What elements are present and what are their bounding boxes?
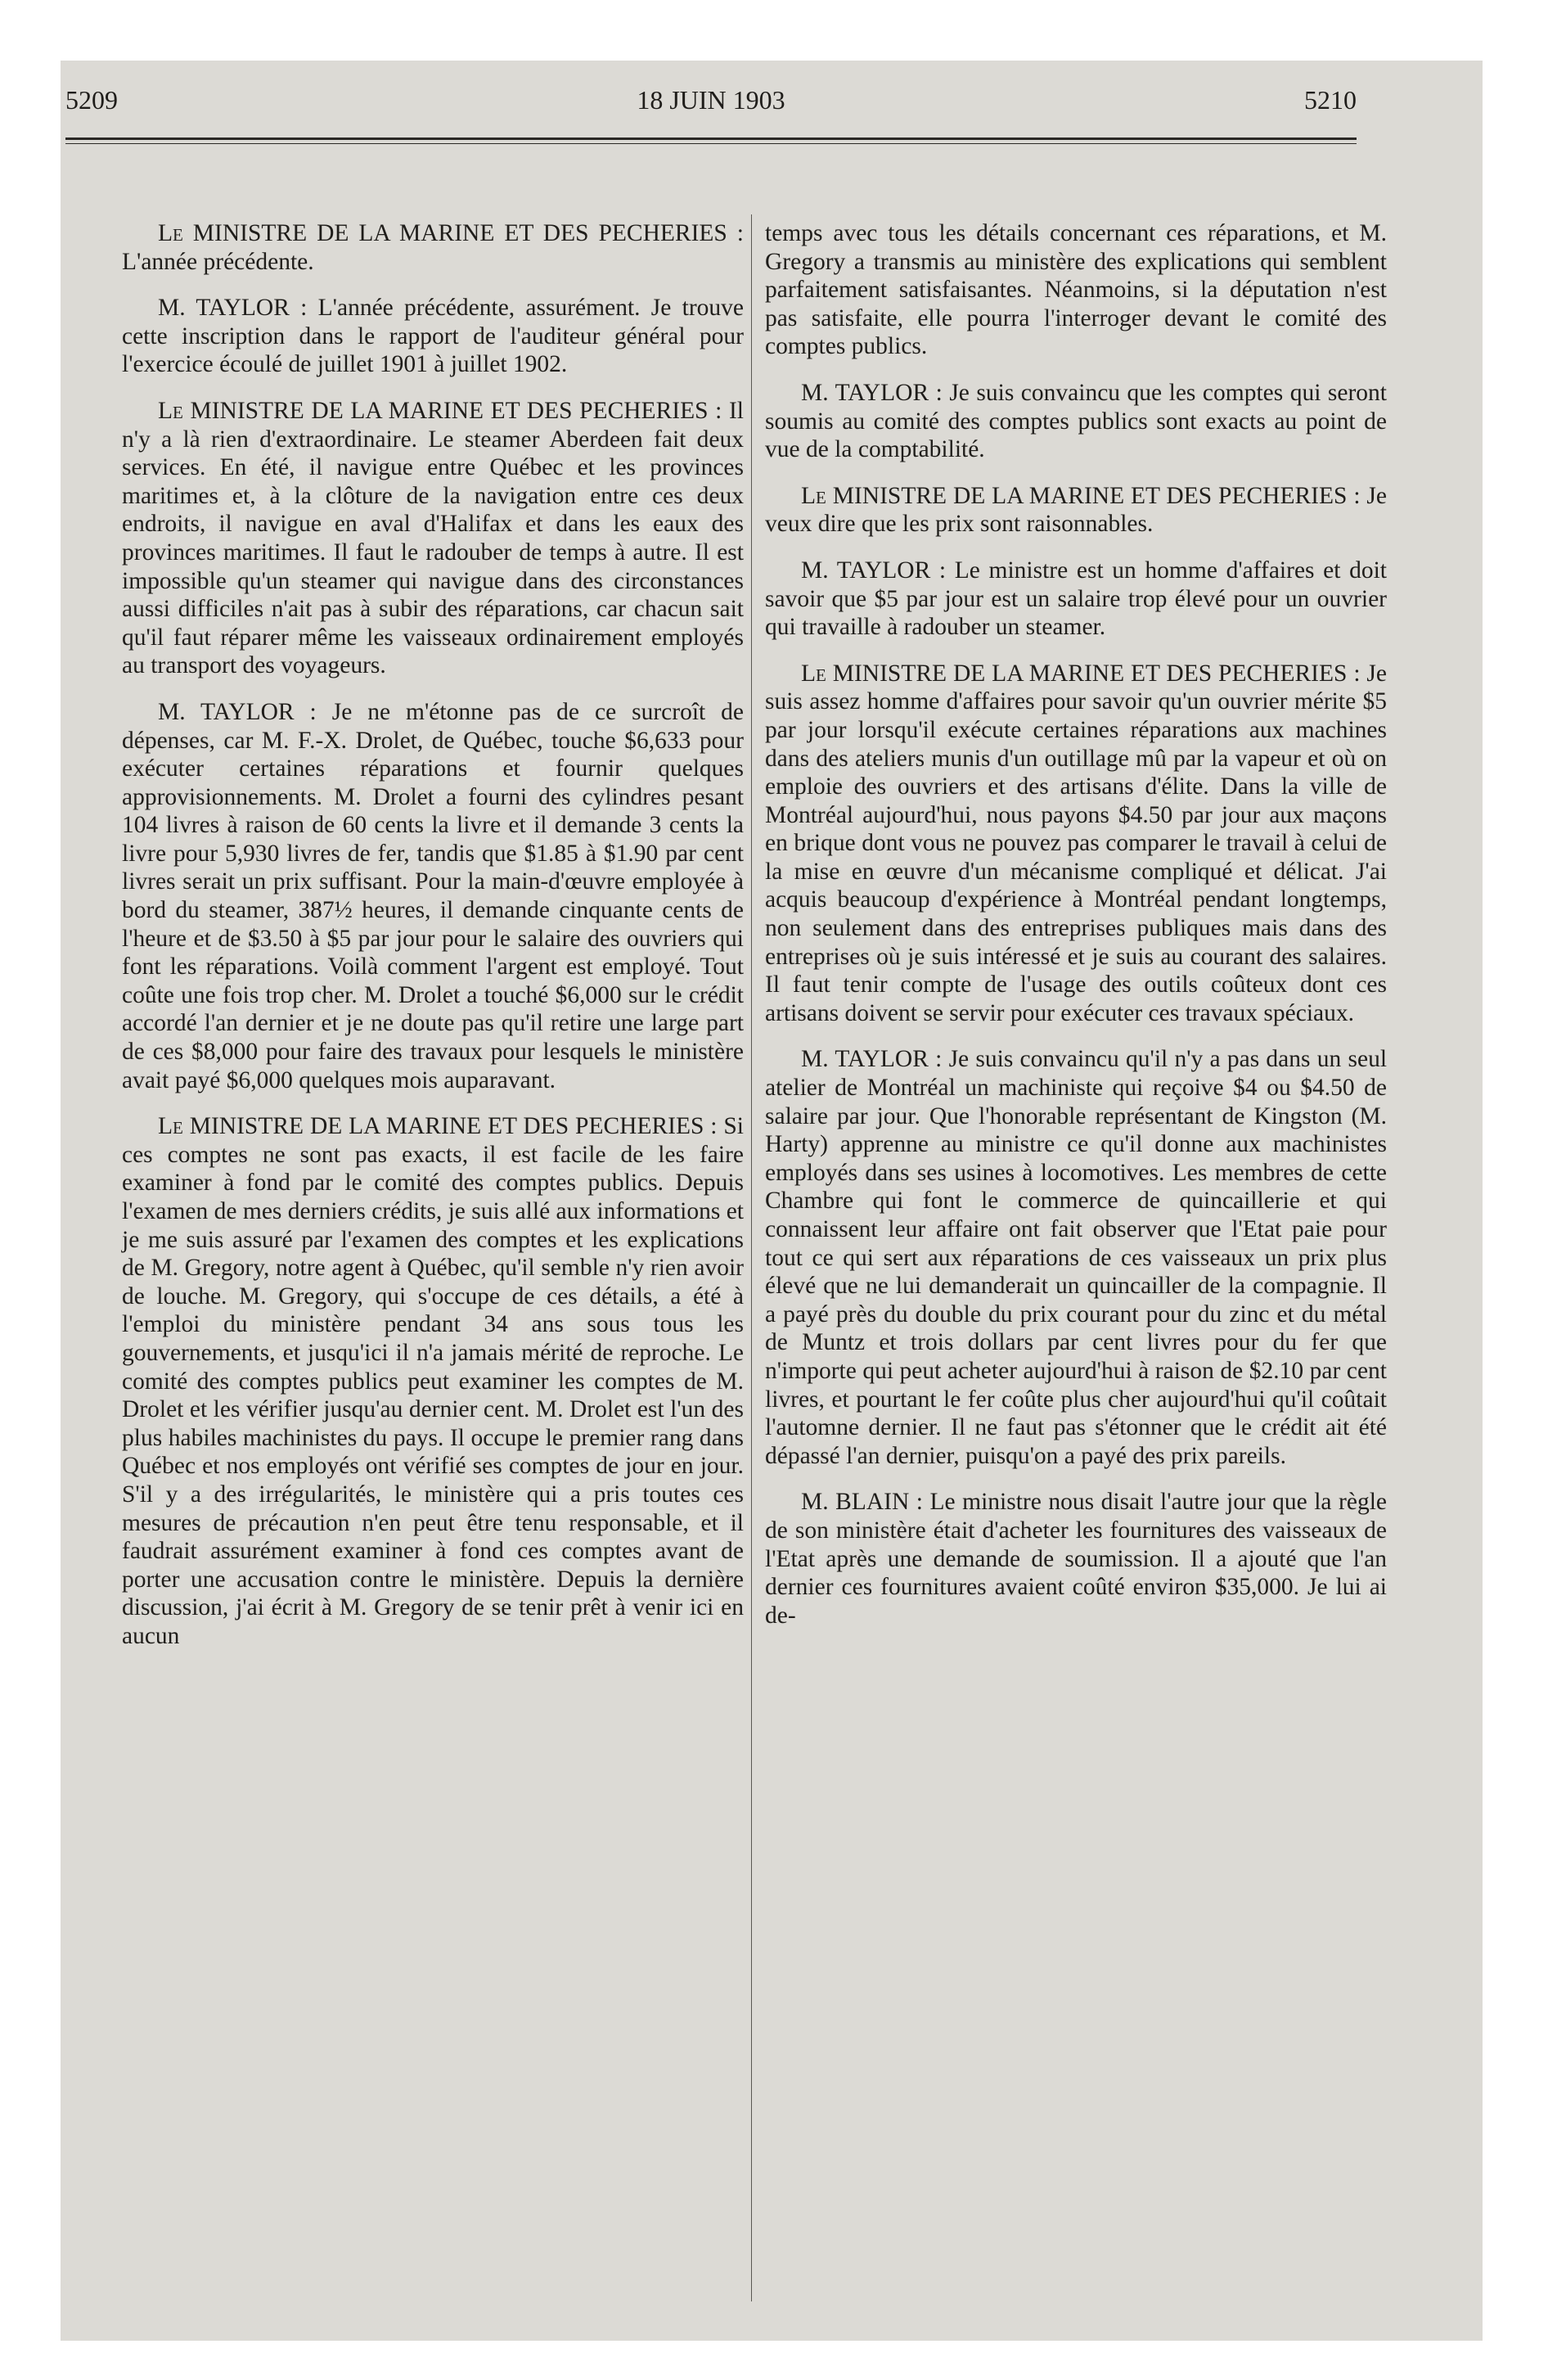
- paragraph: [122, 294, 744, 379]
- speaker-name: M. TAYLOR :: [801, 557, 947, 584]
- paragraph: [765, 660, 1387, 1028]
- paragraph: [765, 379, 1387, 464]
- page-date: 18 JUIN 1903: [637, 85, 785, 115]
- speaker-name: Le MINISTRE DE LA MARINE ET DES PECHERIES :: [158, 220, 744, 246]
- speaker-name: M. TAYLOR :: [801, 1046, 943, 1073]
- speech-text: Si ces comptes ne sont pas exacts, il est facile de les faire examiner à fond par le comité des comptes publics. Depuis l'examen de mes derniers crédits, je suis allé aux informations et je me suis assuré par l'examen des comptes et les explications de M. Gregory, notre agent à Québec, qu'il semble n'y rien avoir de louche. M. Gregory, qui s'occupe de ces détails, a été à l'emploi du ministère pendant 34 ans sous tous les gouvernements, et jusqu'ici il n'a jamais mérité de reproche. Le comité des comptes publics peut examiner les comptes de M. Drolet et les vérifier jusqu'au dernier cent. M. Drolet est l'un des plus habiles machinistes du pays. Il occupe le premier rang dans Québec et nos employés ont vérifié ses comptes de jour en jour. S'il y a des irrégularités, le ministère qui a pris toutes ces mesures de précaution n'en peut être tenu responsable, et il faudrait assurément examiner à fond ces comptes avant de porter une accusation contre le ministère. Depuis la dernière discussion, j'ai écrit à M. Gregory de se tenir prêt à venir ici en aucun: [122, 1113, 744, 1649]
- speech-text: Le ministre nous disait l'autre jour que la règle de son ministère était d'acheter les fournitures des vaisseaux de l'Etat après une demande de soumission. Il a ajouté que l'an dernier ces fournitures avaient coûté environ $35,000. Je lui ai de-: [765, 1489, 1387, 1629]
- speech-text: Je suis convaincu qu'il n'y a pas dans un seul atelier de Montréal un machiniste qui reçoive $4 ou $4.50 de salaire par jour. Que l'honorable représentant de Kingston (M. Harty) apprenne au ministre ce qu'il donne aux machinistes employés dans ses usines à locomotives. Les membres de cette Chambre qui font le commerce de quincaillerie et qui connaissent leur affaire ont fait observer que l'Etat paie pour tout ce qui sert aux réparations de ces vaisseaux un prix plus élevé que ne lui demanderait un quincailler de la compagnie. Il a payé près du double du prix courant pour du zinc et du métal de Muntz et trois dollars par cent livres pour du fer que n'importe qui peut acheter aujourd'hui à raison de $2.10 par cent livres, et pourtant le fer coûte plus cher aujourd'hui qu'il coûtait l'automne dernier. Il ne faut pas s'étonner que le crédit ait été dépassé l'an dernier, puisqu'on a payé des prix pareils.: [765, 1046, 1388, 1469]
- speech-text: Il n'y a là rien d'extraordinaire. Le steamer Aberdeen fait deux services. En été, il navigue entre Québec et les provinces maritimes et, à la clôture de la navigation entre ces deux endroits, il navigue en aval d'Halifax et dans les eaux des provinces maritimes. Il faut le radouber de temps à autre. Il est impossible qu'un steamer qui navigue dans des circonstances aussi difficiles n'ait pas à subir des réparations, car chacun sait qu'il faut réparer même les vaisseaux ordinairement employés au transport des voyageurs.: [122, 397, 745, 679]
- paragraph: [122, 219, 744, 276]
- paragraph: [765, 1488, 1387, 1629]
- header-rule-thin: [65, 143, 1357, 144]
- speaker-name: Le MINISTRE DE LA MARINE ET DES PECHERIES :: [158, 1113, 718, 1140]
- page-number-right: 5210: [1304, 85, 1357, 115]
- speaker-name: M. TAYLOR :: [158, 295, 308, 322]
- header-rule: [65, 137, 1357, 140]
- paragraph: [765, 1045, 1387, 1470]
- paragraph-continued: [765, 219, 1387, 361]
- speaker-name: M. BLAIN :: [801, 1489, 923, 1516]
- speaker-name: Le MINISTRE DE LA MARINE ET DES PECHERIES :: [801, 482, 1361, 509]
- speech-text: Le ministre est un homme d'affaires et doit savoir que $5 par jour est un salaire trop élevé pour un ouvrier qui travaille à radouber un steamer.: [765, 557, 1388, 641]
- column-divider: [751, 214, 752, 2301]
- speech-text: L'année précédente, assurément. Je trouve cette inscription dans le rapport de l'auditeur général pour l'exercice écoulé de juillet 1901 à juillet 1902.: [122, 295, 745, 378]
- paragraph: [765, 557, 1387, 642]
- right-column: [765, 219, 1387, 1648]
- speech-text: Je veux dire que les prix sont raisonnables.: [765, 482, 1387, 538]
- speech-text: Je suis convaincu que les comptes qui seront soumis au comité des comptes publics sont exacts au point de vue de la comptabilité.: [765, 379, 1387, 463]
- paragraph: [122, 397, 744, 680]
- speech-text: Je ne m'étonne pas de ce surcroît de dépenses, car M. F.-X. Drolet, de Québec, touche $6,633 pour exécuter certaines réparations et fournir quelques approvisionnements. M. Drolet a fourni des cylindres pesant 104 livres à raison de 60 cents la livre et il demande 3 cents la livre pour 5,930 livres de fer, tandis que $1.85 à $1.90 par cent livres serait un prix suffisant. Pour la main-d'œuvre employée à bord du steamer, 387½ heures, il demande cinquante cents de l'heure et de $3.50 à $5 par jour pour le salaire des ouvriers qui font les réparations. Voilà comment l'argent est employé. Tout coûte une fois trop cher. M. Drolet a touché $6,000 sur le crédit accordé l'an dernier et je ne doute pas qu'il retire une large part de ces $8,000 pour faire des travaux pour lesquels le ministère avait payé $6,000 quelques mois auparavant.: [122, 698, 745, 1093]
- speaker-name: M. TAYLOR :: [801, 379, 943, 406]
- left-column: [122, 219, 744, 1669]
- speech-text: temps avec tous les détails concernant ces réparations, et M. Gregory a transmis au ministère des explications qui semblent parfaitement satisfaisantes. Néanmoins, si la députation n'est pas satisfaite, elle pourra l'interroger devant le comité des comptes publics.: [765, 220, 1387, 360]
- paragraph: [765, 482, 1387, 539]
- speaker-name: Le MINISTRE DE LA MARINE ET DES PECHERIES :: [158, 397, 722, 424]
- page-header: [65, 85, 1357, 126]
- speech-text: Je suis assez homme d'affaires pour savoir qu'un ouvrier mérite $5 par jour lorsqu'il exécute certaines réparations aux machines dans des ateliers munis d'un outillage mû par la vapeur et où on emploie des ouvriers et des artisans d'élite. Dans la ville de Montréal aujourd'hui, nous payons $4.50 par jour aux maçons en brique dont vous ne pouvez pas comparer le travail à celui de la mise en œuvre d'un mécanisme compliqué et délicat. J'ai acquis beaucoup d'expérience à Montréal pendant longtemps, non seulement dans des entreprises publiques mais dans des entreprises où je suis intéressé et je suis au courant des salaires. Il faut tenir compte de l'usage des outils coûteux dont ces artisans doivent se servir pour exécuter ces travaux spéciaux.: [765, 660, 1387, 1026]
- speech-text: L'année précédente.: [122, 248, 314, 275]
- speaker-name: M. TAYLOR :: [158, 698, 317, 725]
- page-number-left: 5209: [65, 85, 118, 115]
- paragraph: [122, 1112, 744, 1650]
- speaker-name: Le MINISTRE DE LA MARINE ET DES PECHERIES :: [801, 660, 1361, 687]
- paragraph: [122, 698, 744, 1094]
